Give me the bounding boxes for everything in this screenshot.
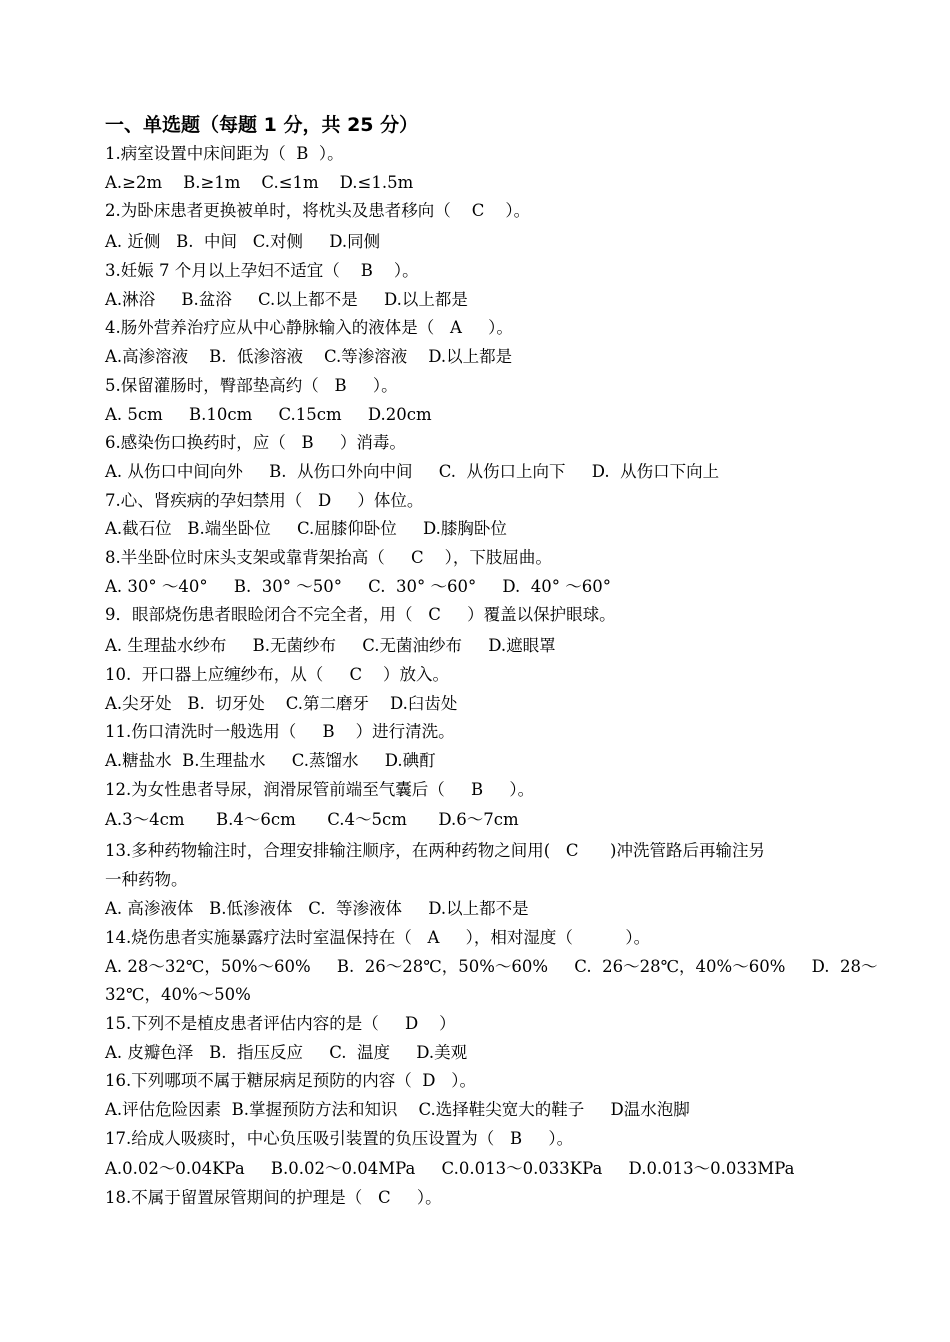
question-2: 2.为卧床患者更换被单时，将枕头及患者移向（ C ）。 bbox=[105, 201, 531, 221]
question-14-options-continued: 32℃，40%～50% bbox=[105, 985, 251, 1005]
question-7: 7.心、肾疾病的孕妇禁用（ D ）体位。 bbox=[105, 490, 424, 510]
question-8-options: A. 30° ～40° B. 30° ～50° C. 30° ～60° D. 40° ～60° bbox=[105, 576, 612, 596]
question-2-options: A. 近侧 B. 中间 C.对侧 D.同侧 bbox=[105, 232, 381, 252]
question-3-options: A.淋浴 B.盆浴 C.以上都不是 D.以上都是 bbox=[105, 289, 468, 309]
question-16: 16.下列哪项不属于糖尿病足预防的内容（ D ）。 bbox=[105, 1071, 476, 1091]
question-15-options: A. 皮瓣色泽 B. 指压反应 C. 温度 D.美观 bbox=[105, 1042, 468, 1062]
question-9: 9．眼部烧伤患者眼睑闭合不完全者，用（ C ）覆盖以保护眼球。 bbox=[105, 605, 616, 625]
question-13-options: A. 高渗液体 B.低渗液体 C. 等渗液体 D.以上都不是 bbox=[105, 899, 529, 919]
question-5: 5.保留灌肠时，臀部垫高约（ B ）。 bbox=[105, 375, 398, 395]
section-title: 一、单选题（每题 1 分，共 25 分） bbox=[105, 114, 419, 136]
question-7-options: A.截石位 B.端坐卧位 C.屈膝仰卧位 D.膝胸卧位 bbox=[105, 519, 507, 539]
question-13: 13.多种药物输注时，合理安排输注顺序，在两种药物之间用( C )冲洗管路后再输注另 bbox=[105, 841, 765, 861]
question-10: 10. 开口器上应缠纱布，从（ C ）放入。 bbox=[105, 665, 450, 684]
question-9-options: A. 生理盐水纱布 B.无菌纱布 C.无菌油纱布 D.遮眼罩 bbox=[105, 636, 556, 655]
question-4: 4.肠外营养治疗应从中心静脉输入的液体是（ A ）。 bbox=[105, 318, 513, 338]
question-14-options: A. 28～32℃，50%～60% B. 26～28℃，50%～60% C. 26～28℃，40%～60% D. 28～ bbox=[105, 956, 878, 976]
question-17-options: A.0.02～0.04KPa B.0.02～0.04MPa C.0.013～0.033KPa D.0.013～0.033MPa bbox=[105, 1159, 795, 1179]
question-12-options: A.3～4cm B.4～6cm C.4～5cm D.6～7cm bbox=[105, 810, 519, 830]
question-6-options: A. 从伤口中间向外 B. 从伤口外向中间 C. 从伤口上向下 D. 从伤口下向上 bbox=[105, 461, 720, 481]
exam-page bbox=[105, 110, 880, 1213]
question-8: 8.半坐卧位时床头支架或靠背架抬高（ C ），下肢屈曲。 bbox=[105, 547, 552, 567]
question-12: 12.为女性患者导尿，润滑尿管前端至气囊后（ B ）。 bbox=[105, 779, 535, 799]
question-11-options: A.糖盐水 B.生理盐水 C.蒸馏水 D.碘酊 bbox=[105, 751, 436, 771]
question-14: 14.烧伤患者实施暴露疗法时室温保持在（ A ），相对湿度（ ）。 bbox=[105, 927, 651, 947]
question-6: 6.感染伤口换药时，应（ B ）消毒。 bbox=[105, 433, 406, 453]
question-3: 3.妊娠 7 个月以上孕妇不适宜（ B ）。 bbox=[105, 261, 419, 281]
question-4-options: A.高渗溶液 B. 低渗溶液 C.等渗溶液 D.以上都是 bbox=[105, 347, 513, 367]
question-11: 11.伤口清洗时一般选用（ B ）进行清洗。 bbox=[105, 722, 455, 742]
question-1: 1.病室设置中床间距为（ B ）。 bbox=[105, 144, 344, 163]
question-16-options: A.评估危险因素 B.掌握预防方法和知识 C.选择鞋尖宽大的鞋子 D温水泡脚 bbox=[105, 1099, 690, 1119]
question-18: 18.不属于留置尿管期间的护理是（ C ）。 bbox=[105, 1188, 442, 1208]
question-15: 15.下列不是植皮患者评估内容的是（ D ） bbox=[105, 1013, 456, 1033]
question-5-options: A. 5cm B.10cm C.15cm D.20cm bbox=[105, 404, 432, 424]
question-17: 17.给成人吸痰时，中心负压吸引装置的负压设置为（ B ）。 bbox=[105, 1128, 574, 1148]
question-10-options: A.尖牙处 B. 切牙处 C.第二磨牙 D.臼齿处 bbox=[105, 693, 458, 713]
question-1-options: A.≥2m B.≥1m C.≤1m D.≤1.5m bbox=[105, 172, 414, 192]
question-13-continued: 一种药物。 bbox=[105, 870, 188, 890]
